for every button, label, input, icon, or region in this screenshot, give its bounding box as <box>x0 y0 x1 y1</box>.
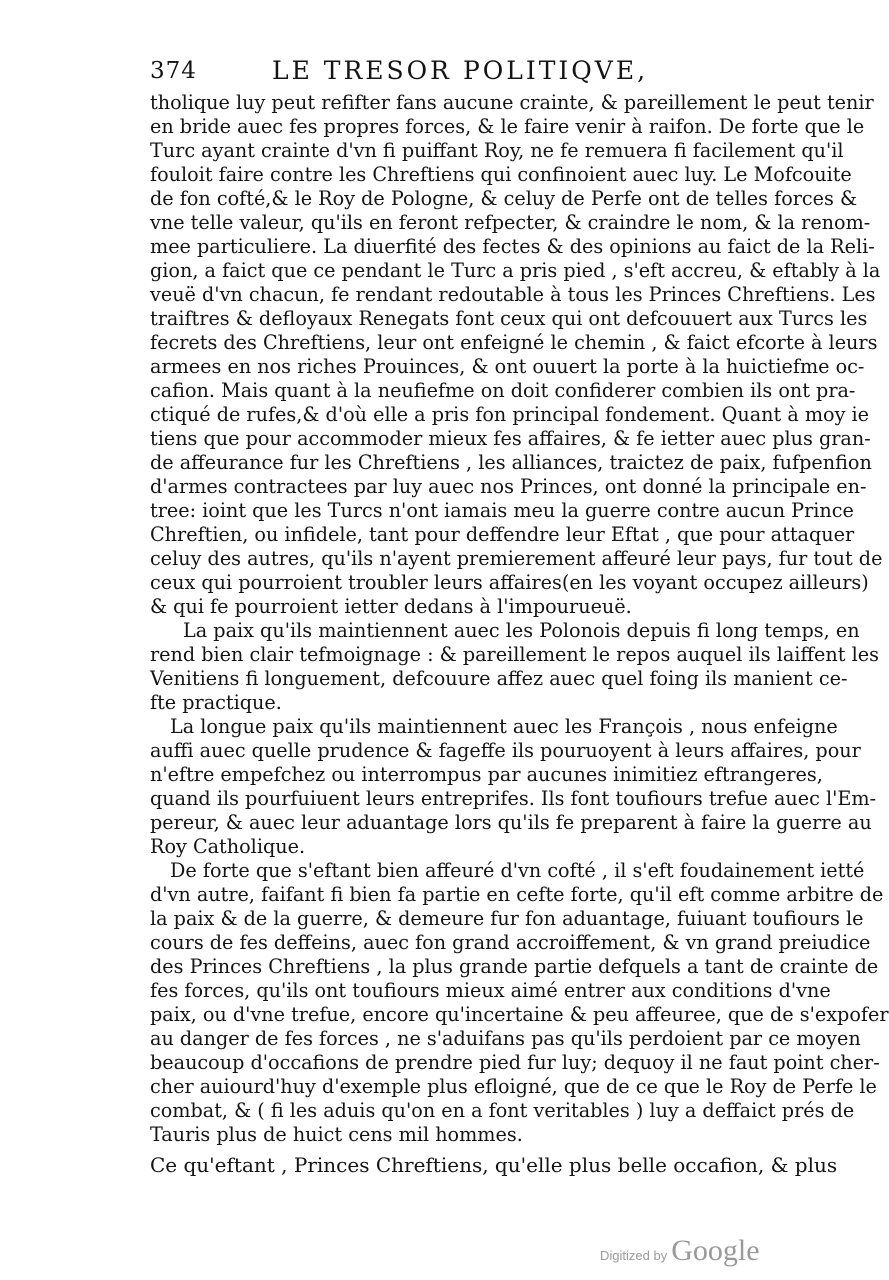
text-line: n'eftre empefchez ou interrompus par aucunes inimitiez eftrangeres, <box>150 763 823 786</box>
text-line: d'vn autre, faifant fi bien fa partie en cefte forte, qu'il eft comme arbitre de <box>150 883 884 906</box>
text-line: De forte que s'eftant bien affeuré d'vn cofté , il s'eft foudainement ietté <box>170 859 865 882</box>
text-line: Ce qu'eftant , Princes Chreftiens, qu'elle plus belle occafion, & plus <box>150 1153 838 1177</box>
digitized-watermark <box>600 1234 760 1268</box>
text-line: Turc ayant crainte d'vn fi puiffant Roy, ne fe remuera fi facilement qu'il <box>150 139 844 162</box>
text-line: celuy des autres, qu'ils n'ayent premierement affeuré leur pays, fur tout de <box>150 547 883 570</box>
text-line: la paix & de la guerre, & demeure fur fon aduantage, fuiuant toufiours le <box>150 907 864 930</box>
text-line: traiftres & defloyaux Renegats font ceux qui ont defcouuert aux Turcs les <box>150 307 868 330</box>
text-line: cher auiourd'huy d'exemple plus efloigné, que de ce que le Roy de Perfe le <box>150 1075 877 1098</box>
text-line: paix, ou d'vne trefue, encore qu'incertaine & peu affeuree, que de s'expofer <box>150 1003 889 1026</box>
text-line: fecrets des Chreftiens, leur ont enfeigné le chemin , & faict efcorte à leurs <box>150 331 878 354</box>
text-line: ctiqué de rufes,& d'où elle a pris fon principal fondement. Quant à moy ie <box>150 403 870 426</box>
text-line: Tauris plus de huict cens mil hommes. <box>150 1123 523 1146</box>
text-line: fouloit faire contre les Chreftiens qui confinoient auec luy. Le Mofcouite <box>150 163 852 186</box>
text-line: tholique luy peut refifter fans aucune crainte, & pareillement le peut tenir <box>150 91 874 114</box>
text-line: armees en nos riches Prouinces, & ont ouuert la porte à la huictiefme oc- <box>150 355 865 378</box>
running-title: LE TRESOR POLITIQVE, <box>272 56 649 85</box>
text-line: cafion. Mais quant à la neufiefme on doit confiderer combien ils ont pra- <box>150 379 856 402</box>
text-line: Venitiens fi longuement, defcouure affez auec quel foing ils manient ce- <box>150 667 848 690</box>
text-line: ceux qui pourroient troubler leurs affaires(en les voyant occupez ailleurs) <box>150 571 869 594</box>
text-line: La paix qu'ils maintiennent auec les Polonois depuis fi long temps, en <box>183 619 860 642</box>
text-line: vne telle valeur, qu'ils en feront refpecter, & craindre le nom, & la renom- <box>150 211 871 234</box>
text-line: beaucoup d'occafions de prendre pied fur luy; dequoy il ne faut point cher- <box>150 1051 880 1074</box>
text-line: quand ils pourfuiuent leurs entreprifes. Ils font toufiours trefue auec l'Em- <box>150 787 877 810</box>
text-line: tiens que pour accommoder mieux fes affaires, & fe ietter auec plus gran- <box>150 427 871 450</box>
text-line: La longue paix qu'ils maintiennent auec les François , nous enfeigne <box>170 715 838 738</box>
watermark-prefix: Digitized by <box>600 1248 668 1263</box>
text-line: rend bien clair tefmoignage : & pareillement le repos auquel ils laiffent les <box>150 643 879 666</box>
watermark-brand: Google <box>671 1234 760 1267</box>
text-line: au danger de fes forces , ne s'aduifans pas qu'ils perdoient par ce moyen <box>150 1027 861 1050</box>
text-line: auffi auec quelle prudence & fageffe ils pouruoyent à leurs affaires, pour <box>150 739 861 762</box>
text-line: & qui fe pourroient ietter dedans à l'impourueuë. <box>150 595 632 618</box>
text-line: cours de fes deffeins, auec fon grand accroiffement, & vn grand preiudice <box>150 931 871 954</box>
text-line: d'armes contractees par luy auec nos Princes, ont donné la principale en- <box>150 475 867 498</box>
text-line: fes forces, qu'ils ont toufiours mieux aimé entrer aux conditions d'vne <box>150 979 831 1002</box>
text-line: mee particuliere. La diuerfité des fectes & des opinions au faict de la Reli- <box>150 235 875 258</box>
text-line: en bride auec fes propres forces, & le faire venir à raifon. De forte que le <box>150 115 865 138</box>
text-line: pereur, & auec leur aduantage lors qu'ils fe preparent à faire la guerre au <box>150 811 872 834</box>
text-line: gion, a faict que ce pendant le Turc a pris pied , s'eft accreu, & eftably à la <box>150 259 881 282</box>
text-line: de fon cofté,& le Roy de Pologne, & celuy de Perfe ont de telles forces & <box>150 187 858 210</box>
text-line: Roy Catholique. <box>150 835 306 858</box>
text-line: de affeurance fur les Chreftiens , les alliances, traictez de paix, fufpenfion <box>150 451 872 474</box>
text-line: fte practique. <box>150 691 282 714</box>
text-line: Chreftien, ou infidele, tant pour deffendre leur Eftat , que pour attaquer <box>150 523 855 546</box>
text-line: tree: ioint que les Turcs n'ont iamais meu la guerre contre aucun Prince <box>150 499 854 522</box>
text-line: veuë d'vn chacun, fe rendant redoutable à tous les Princes Chreftiens. Les <box>150 283 876 306</box>
page-number: 374 <box>150 58 197 84</box>
text-line: combat, & ( fi les aduis qu'on en a font veritables ) luy a deffaict prés de <box>150 1099 855 1122</box>
text-line: des Princes Chreftiens , la plus grande partie defquels a tant de crainte de <box>150 955 879 978</box>
